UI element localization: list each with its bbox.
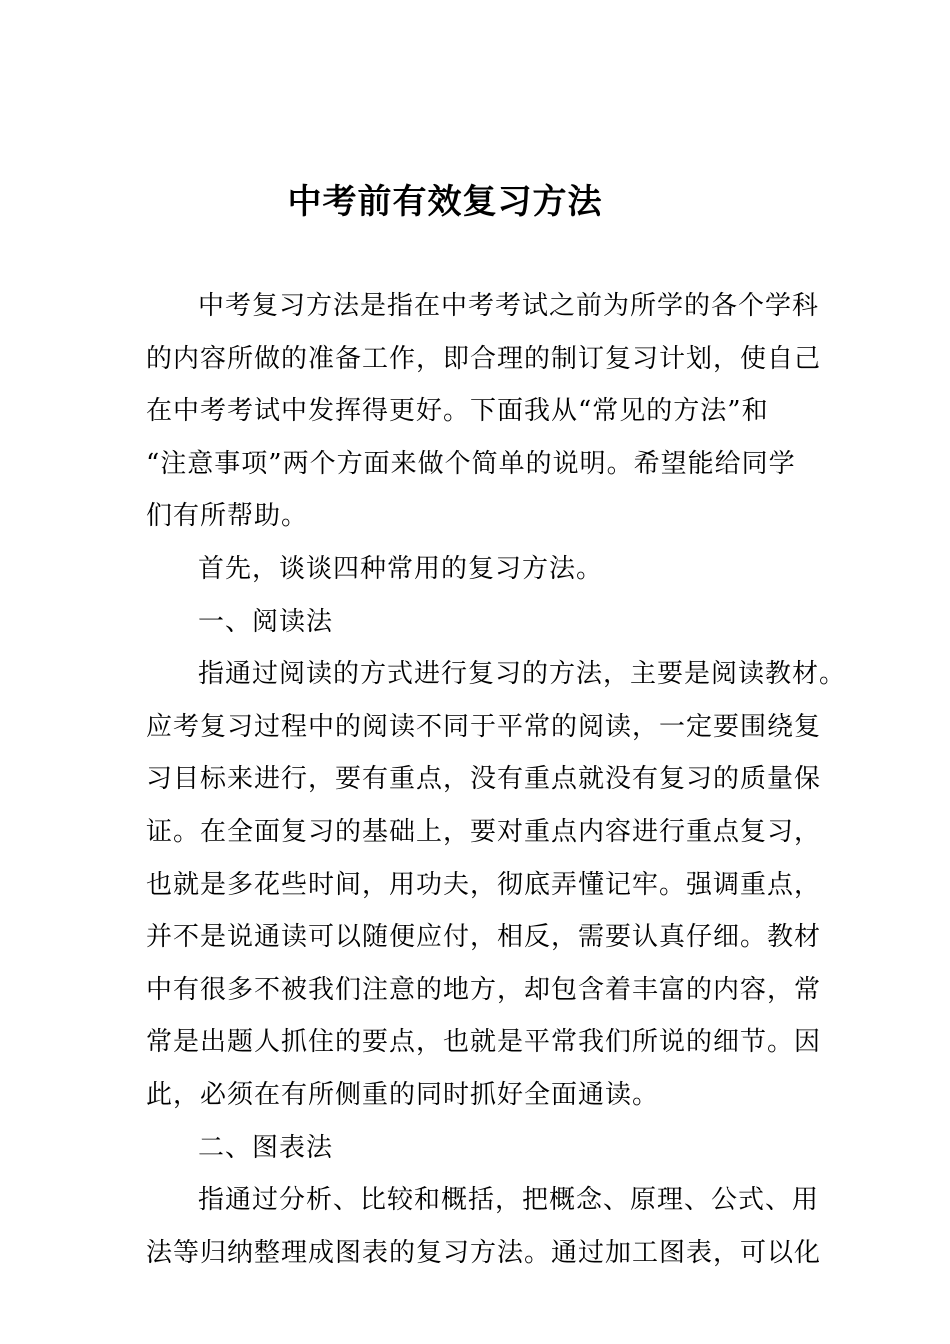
text-line: 也就是多花些时间，用功夫，彻底弄懂记牢。强调重点， <box>146 869 822 900</box>
text-line: 并不是说通读可以随便应付，相反，需要认真仔细。教材 <box>146 922 822 953</box>
text-line: 法等归纳整理成图表的复习方法。通过加工图表，可以化 <box>146 1237 822 1268</box>
text-line: 习目标来进行，要有重点，没有重点就没有复习的质量保 <box>146 764 822 795</box>
section-heading: 二、图表法 <box>198 1132 334 1163</box>
text-line: 们有所帮助。 <box>146 501 309 532</box>
text-line: 指通过分析、比较和概括，把概念、原理、公式、用 <box>198 1185 820 1216</box>
text-line: 在中考考试中发挥得更好。下面我从“常见的方法”和 <box>146 396 769 427</box>
text-line: 此，必须在有所侧重的同时抓好全面通读。 <box>146 1079 660 1110</box>
text-line: 应考复习过程中的阅读不同于平常的阅读，一定要围绕复 <box>146 711 822 742</box>
document-title: 中考前有效复习方法 <box>287 182 603 222</box>
text-line: 首先，谈谈四种常用的复习方法。 <box>198 553 604 584</box>
text-line: 指通过阅读的方式进行复习的方法，主要是阅读教材。 <box>198 659 847 690</box>
document-body <box>146 280 847 1279</box>
text-line: 的内容所做的准备工作，即合理的制订复习计划，使自己 <box>146 343 822 374</box>
text-line: 证。在全面复习的基础上，要对重点内容进行重点复习， <box>146 816 822 847</box>
text-line: 常是出题人抓住的要点，也就是平常我们所说的细节。因 <box>146 1027 822 1058</box>
text-line: 中考复习方法是指在中考考试之前为所学的各个学科 <box>198 291 820 321</box>
text-line: “注意事项”两个方面来做个简单的说明。希望能给同学 <box>146 448 796 479</box>
text-line: 中有很多不被我们注意的地方，却包含着丰富的内容，常 <box>146 974 822 1005</box>
section-heading: 一、阅读法 <box>198 606 334 637</box>
